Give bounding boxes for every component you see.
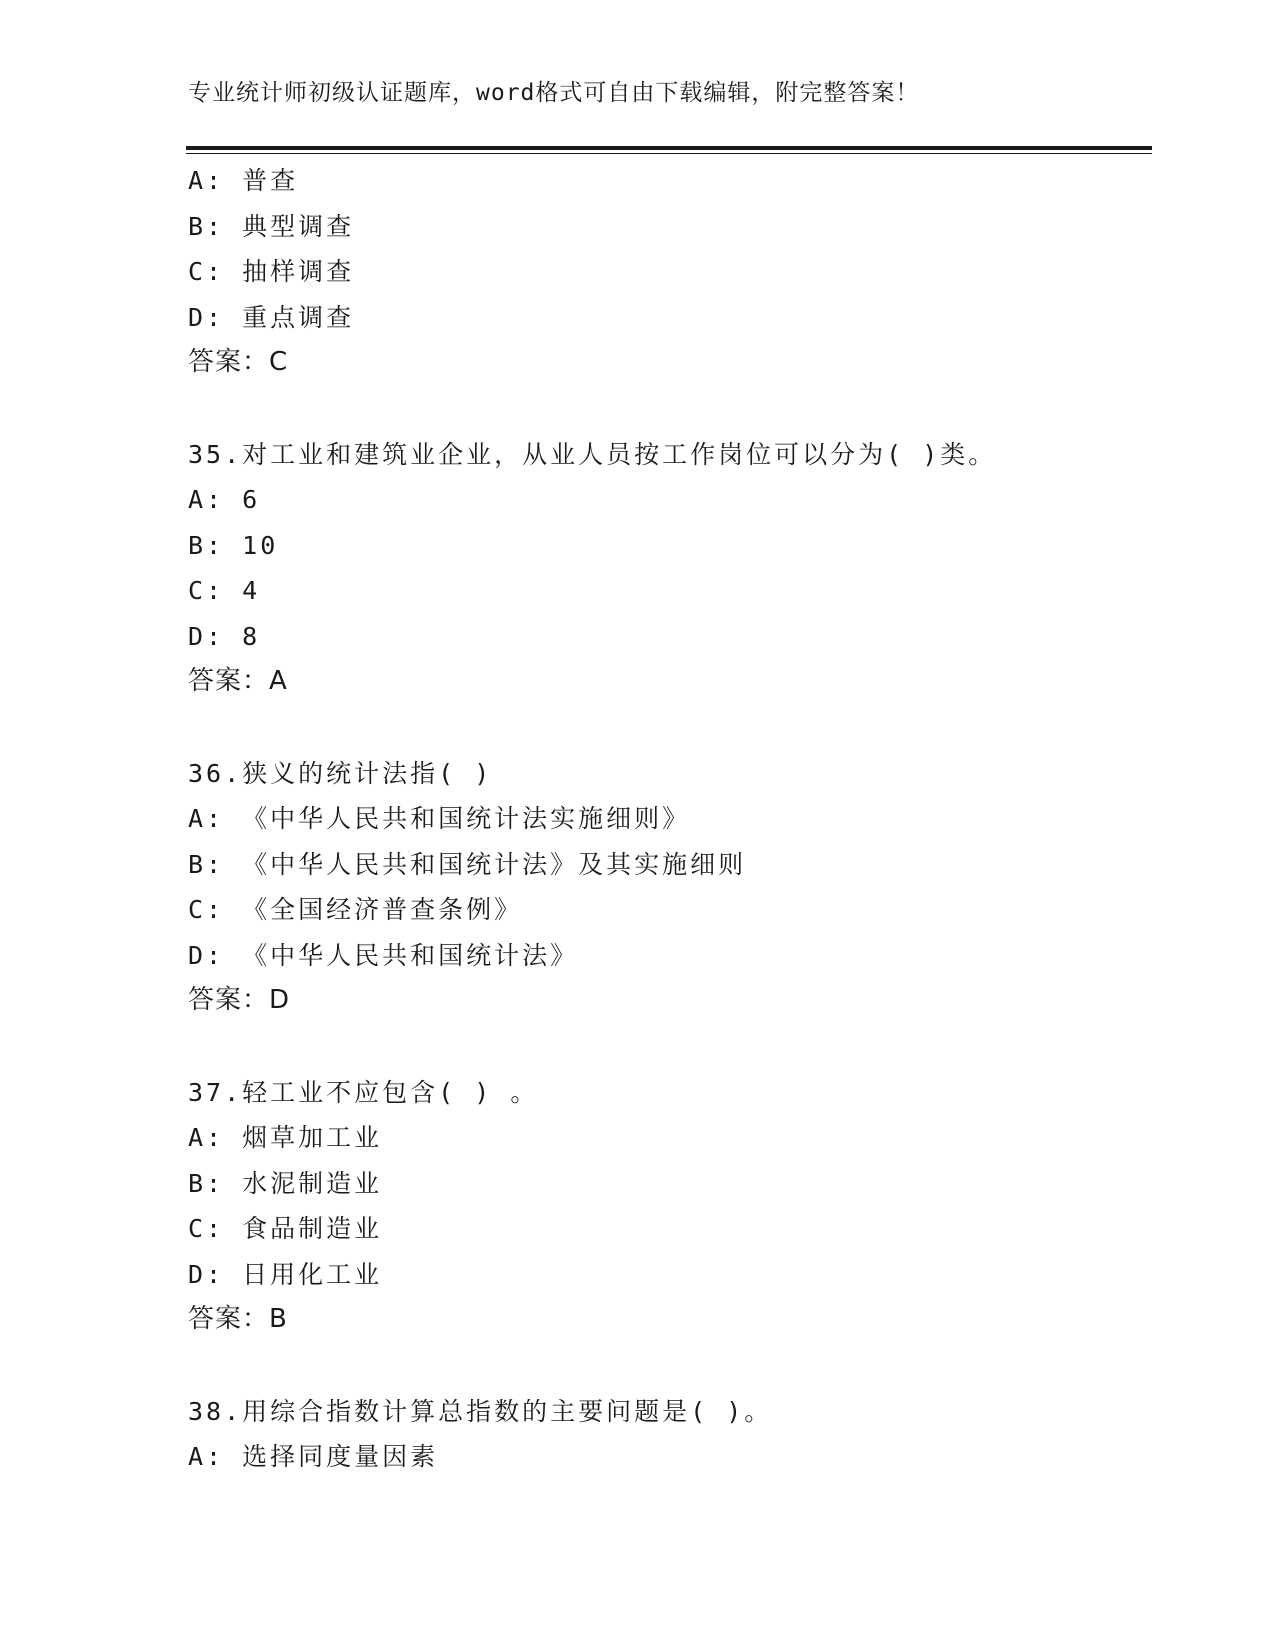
question-text: 35.对工业和建筑业企业，从业人员按工作岗位可以分为( )类。: [188, 439, 997, 469]
question-block-35: [188, 432, 1148, 705]
spacer: [188, 1343, 1148, 1389]
question-text: 36.狭义的统计法指( ): [188, 758, 493, 788]
option-b: B: 10: [188, 530, 279, 560]
option-a: A: 选择同度量因素: [188, 1442, 439, 1471]
question-block-38: [188, 1389, 1148, 1480]
option-a: A: 烟草加工业: [188, 1123, 383, 1152]
option-d: D: 日用化工业: [188, 1259, 383, 1289]
question-block-37: [188, 1070, 1148, 1343]
question-text: 37.轻工业不应包含( ) 。: [188, 1077, 539, 1107]
answer-line: 答案：B: [188, 1304, 288, 1334]
option-b: B: 《中华人民共和国统计法》及其实施细则: [188, 849, 747, 879]
option-d: D: 《中华人民共和国统计法》: [188, 940, 579, 970]
option-b: B: 典型调查: [188, 211, 355, 241]
answer-line: 答案：A: [188, 666, 288, 696]
option-d: D: 8: [188, 621, 261, 651]
option-c: C: 《全国经济普查条例》: [188, 895, 523, 924]
answer-line: 答案：D: [188, 985, 291, 1015]
header-rule-thick: [186, 146, 1152, 150]
option-a: A: 《中华人民共和国统计法实施细则》: [188, 804, 691, 833]
option-a: A: 普查: [188, 166, 299, 195]
option-c: C: 食品制造业: [188, 1214, 383, 1243]
question-text: 38.用综合指数计算总指数的主要问题是( )。: [188, 1396, 773, 1426]
page-header: 专业统计师初级认证题库，word格式可自由下载编辑，附完整答案！: [188, 80, 920, 106]
option-b: B: 水泥制造业: [188, 1168, 383, 1198]
spacer: [188, 705, 1148, 751]
header-rule-thin: [186, 153, 1152, 154]
question-block-partial: [188, 158, 1148, 386]
spacer: [188, 1024, 1148, 1070]
option-d: D: 重点调查: [188, 302, 355, 332]
spacer: [188, 386, 1148, 432]
question-block-36: [188, 751, 1148, 1024]
answer-line: 答案：C: [188, 347, 289, 377]
option-c: C: 抽样调查: [188, 257, 355, 286]
question-list: [188, 158, 1148, 1480]
option-a: A: 6: [188, 485, 261, 514]
option-c: C: 4: [188, 576, 261, 605]
